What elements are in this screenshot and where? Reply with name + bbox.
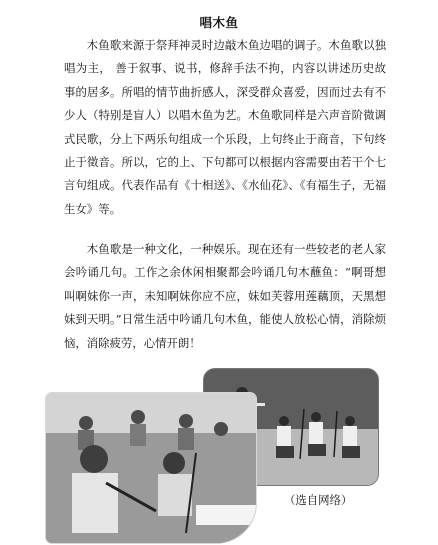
photo-caption: （选自网络） [284,493,353,507]
street-musicians-photo [46,393,256,543]
paragraph-1: 木鱼歌来源于祭拜神灵时边敲木鱼边唱的调子。木鱼歌以独唱为主， 善于叙事、说书，修辞手法不拘，内容以讲述历史故事的居多。所唱的情节曲折感人，深受群众喜爱，因而过去有不少人（特别是盲人）以唱木鱼为艺。木鱼歌同样是六声音阶微调式民歌，分上下两乐句组成一个乐段，上句终止于商音，下句终止于徵音。所以，它的上、下句都可以根据内容需要由若干个七言句组成。代表作品有《十相送》、《水仙花》、《有福生子，无福生女》等。 [64,38,386,216]
page-title: 唱木鱼 [199,15,239,30]
paragraph-2: 木鱼歌是一种文化，一种娱乐。现在还有一些较老的老人家会吟诵几句。工作之余休闲相聚都会吟诵几句木蘸鱼：“啊哥想叫啊妹你一声，未知啊妹你应不应，妹如芙蓉用莲藕顶，天黑想妹到天明。”日常生活中吟诵几句木鱼，能使人放松心情，消除烦恼，消除疲劳，心情开朗！ [64,242,386,350]
street-musicians-photo-illustration [46,393,256,543]
